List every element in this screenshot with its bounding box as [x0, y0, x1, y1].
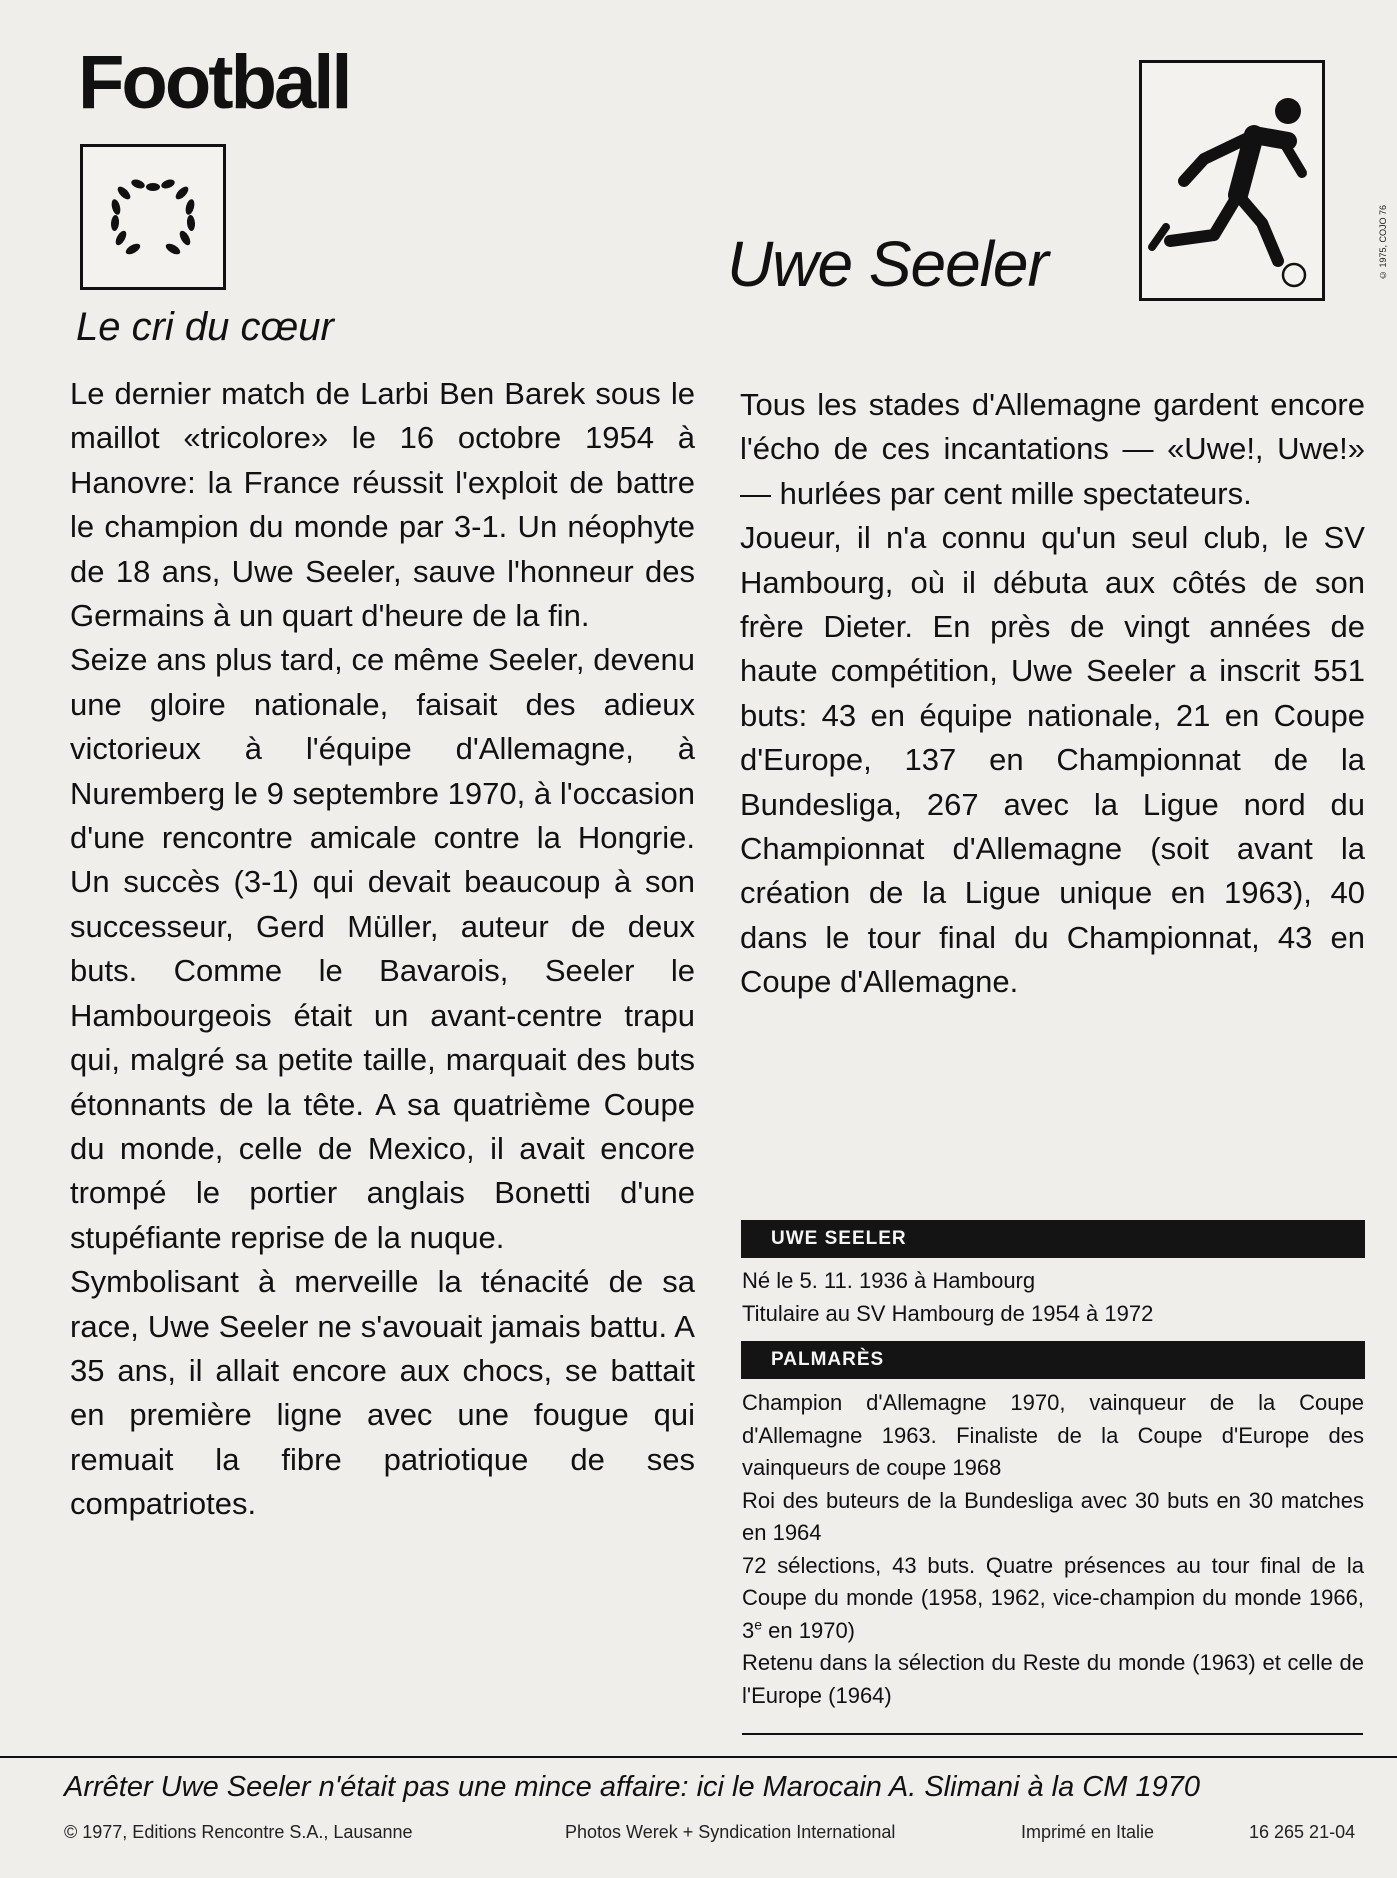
article-left-column [70, 372, 695, 1527]
divider [742, 1733, 1363, 1735]
footer-copyright: © 1977, Editions Rencontre S.A., Lausanne [64, 1822, 413, 1842]
laurel-wreath-icon [80, 144, 226, 290]
ordinal-suffix: e [754, 1616, 763, 1633]
divider [0, 1756, 1397, 1758]
palmares-item: Roi des buteurs de la Bundesliga avec 30 buts en 30 matches en 1964 [742, 1487, 1364, 1545]
birth-info: Né le 5. 11. 1936 à Hambourg [742, 1268, 1036, 1293]
paragraph: Seize ans plus tard, ce même Seeler, devenu une gloire nationale, faisait des adieux victorieux à l'équipe d'Allemagne, à Nuremberg le 9 septembre 1970, à l'occasion d'une rencontre amicale contre la Hongrie. Un succès (3-1) qui devait beaucoup à son successeur, Gerd Müller, auteur de deux buts. Comme le Bavarois, Seeler le Hambourgeois était un avant-centre trapu qui, malgré sa petite taille, marquait des buts étonnants de la tête. A sa quatrième Coupe du monde, celle de Mexico, il avait encore trompé le portier anglais Bonetti d'une stupéfiante reprise de la nuque. [70, 642, 695, 1255]
profile-heading: UWE SEELER [741, 1220, 1365, 1258]
footer-printed: Imprimé en Italie [1021, 1822, 1155, 1842]
palmares-item: Champion d'Allemagne 1970, vainqueur de la Coupe d'Allemagne 1963. Finaliste de la Coupe d'Europe des vainqueurs de coupe 1968 [742, 1390, 1364, 1480]
photo-caption: Arrêter Uwe Seeler n'était pas une mince affaire: ici le Marocain A. Slimani à la CM 1970 [64, 1771, 1200, 1803]
palmares-item [742, 1550, 1364, 1648]
page-title: Football [78, 40, 350, 125]
club-info: Titulaire au SV Hambourg de 1954 à 1972 [742, 1300, 1154, 1326]
player-name: Uwe Seeler [727, 228, 1048, 300]
subtitle: Le cri du cœur [76, 305, 334, 349]
article-right-column [740, 383, 1365, 1005]
paragraph: Le dernier match de Larbi Ben Barek sous le maillot «tricolore» le 16 octobre 1954 à Hanovre: la France réussit l'exploit de battre le champion du monde par 3-1. Un néophyte de 18 ans, Uwe Seeler, sauve l'honneur des Germains à un quart d'heure de la fin. [70, 376, 695, 634]
paragraph: Tous les stades d'Allemagne gardent encore l'écho de ces incantations — «Uwe!, Uwe!» — hurlées par cent mille spectateurs. [740, 387, 1365, 511]
profile-details [742, 1265, 1365, 1330]
footer-code: 16 265 21-04 [1249, 1822, 1356, 1842]
palmares-heading: PALMARÈS [741, 1341, 1365, 1379]
paragraph: Joueur, il n'a connu qu'un seul club, le SV Hambourg, où il débuta aux côtés de son frère Dieter. En près de vingt années de haute compétition, Uwe Seeler a inscrit 551 buts: 43 en équipe nationale, 21 en Coupe d'Europe, 137 en Championnat de la Bundesliga, 267 avec la Ligue nord du Championnat d'Allemagne (soit avant la création de la Ligue unique en 1963), 40 dans le tour final du Championnat, 43 en Coupe d'Allemagne. [740, 520, 1365, 1000]
paragraph: Symbolisant à merveille la ténacité de sa race, Uwe Seeler ne s'avouait jamais battu. A 35 ans, il allait encore aux chocs, se battait en première ligne avec une fougue qui remuait la fibre patriotique de ses compatriotes. [70, 1264, 695, 1522]
copyright-vertical: © 1975, COJO 76 [1378, 205, 1388, 281]
palmares-item: Retenu dans la sélection du Reste du monde (1963) et celle de l'Europe (1964) [742, 1650, 1364, 1708]
palmares-text: 72 sélections, 43 buts. Quatre présences au tour final de la Coupe du monde (1958, 1962, vice-champion du monde 1966, 3 [742, 1552, 1364, 1643]
football-player-pictogram-icon [1139, 60, 1325, 301]
palmares-list [742, 1387, 1364, 1712]
footer-photos: Photos Werek + Syndication International [565, 1822, 896, 1842]
palmares-text: en 1970) [762, 1617, 856, 1643]
